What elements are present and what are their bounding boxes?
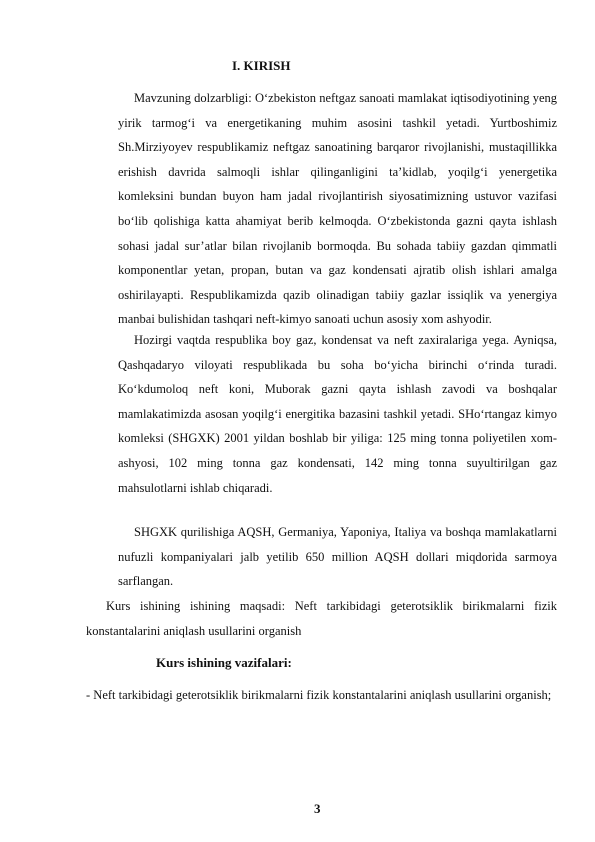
page-number: 3 [314, 801, 321, 816]
section-heading: I. KIRISH [232, 58, 291, 73]
goal-paragraph: Kurs ishining ishining maqsadi: Neft tarkibidagi geterotsiklik birikmalarni fizik konstantalarini aniqlash usullarini organish [86, 599, 557, 638]
investment-paragraph: SHGXK qurilishiga AQSH, Germaniya, Yaponiya, Italiya va boshqa mamlakatlarni nufuzli kompaniyalari jalb yetilib 650 million AQSH dollari miqdorida sarmoya sarflangan. [118, 525, 557, 589]
task-list-item: - Neft tarkibidagi geterotsiklik birikmalarni fizik konstantalarini aniqlash usullarini organish; [86, 688, 552, 702]
tasks-heading: Kurs ishining vazifalari: [156, 655, 292, 670]
intro-paragraph: Mavzuning dolzarbligi: O‘zbekiston neftgaz sanoati mamlakat iqtisodiyotining yeng yirik tarmog‘i va energetikaning muhim asosini tashkil yetadi. Yurtboshimiz Sh.Mirziyoyev respublikamiz neftgaz sanoatining barqaror rivojlanishi, mustaqillikka erishish davrida salmoqli ishlar qilinganligini ta’kidlab, yoqilg‘i yenergetika komleksini bundan buyon ham jadal rivojlantirish siyosatimizning ustuvor vazifasi bo‘lib qolishiga katta ahamiyat berib kelmoqda. O‘zbekistonda gazni qayta ishlash sohasi jadal sur’atlar bilan rivojlanib bormoqda. Bu sohada tabiiy gazdan qimmatli komponentlar yetan, propan, butan va gaz kondensati ajratib olish ishlari amalga oshirilayapti. Respublikamizda qazib olinadigan tabiiy gazlar issiqlik va yenergiya manbai bulishidan tashqari neft-kimyo sanoati uchun asosiy xom ashyodir. [118, 91, 557, 327]
history-paragraph: Hozirgi vaqtda respublika boy gaz, kondensat va neft zaxiralariga yega. Ayniqsa, Qashqadaryo viloyati respublikada bu soha bo‘yicha birinchi o‘rinda turadi. Ko‘kdumoloq neft koni, Muborak gazni qayta ishlash zavodi va boshqalar mamlakatimizda asosan yoqilg‘i energitika bazasini tashkil yetadi. SHo‘rtangaz kimyo komleksi (SHGXK) 2001 yildan boshlab bir yiliga: 125 ming tonna poliyetilen xom-ashyosi, 102 ming tonna gaz kondensati, 142 ming tonna suyultirilgan gaz mahsulotlarni ishlab chiqaradi. [118, 333, 557, 495]
